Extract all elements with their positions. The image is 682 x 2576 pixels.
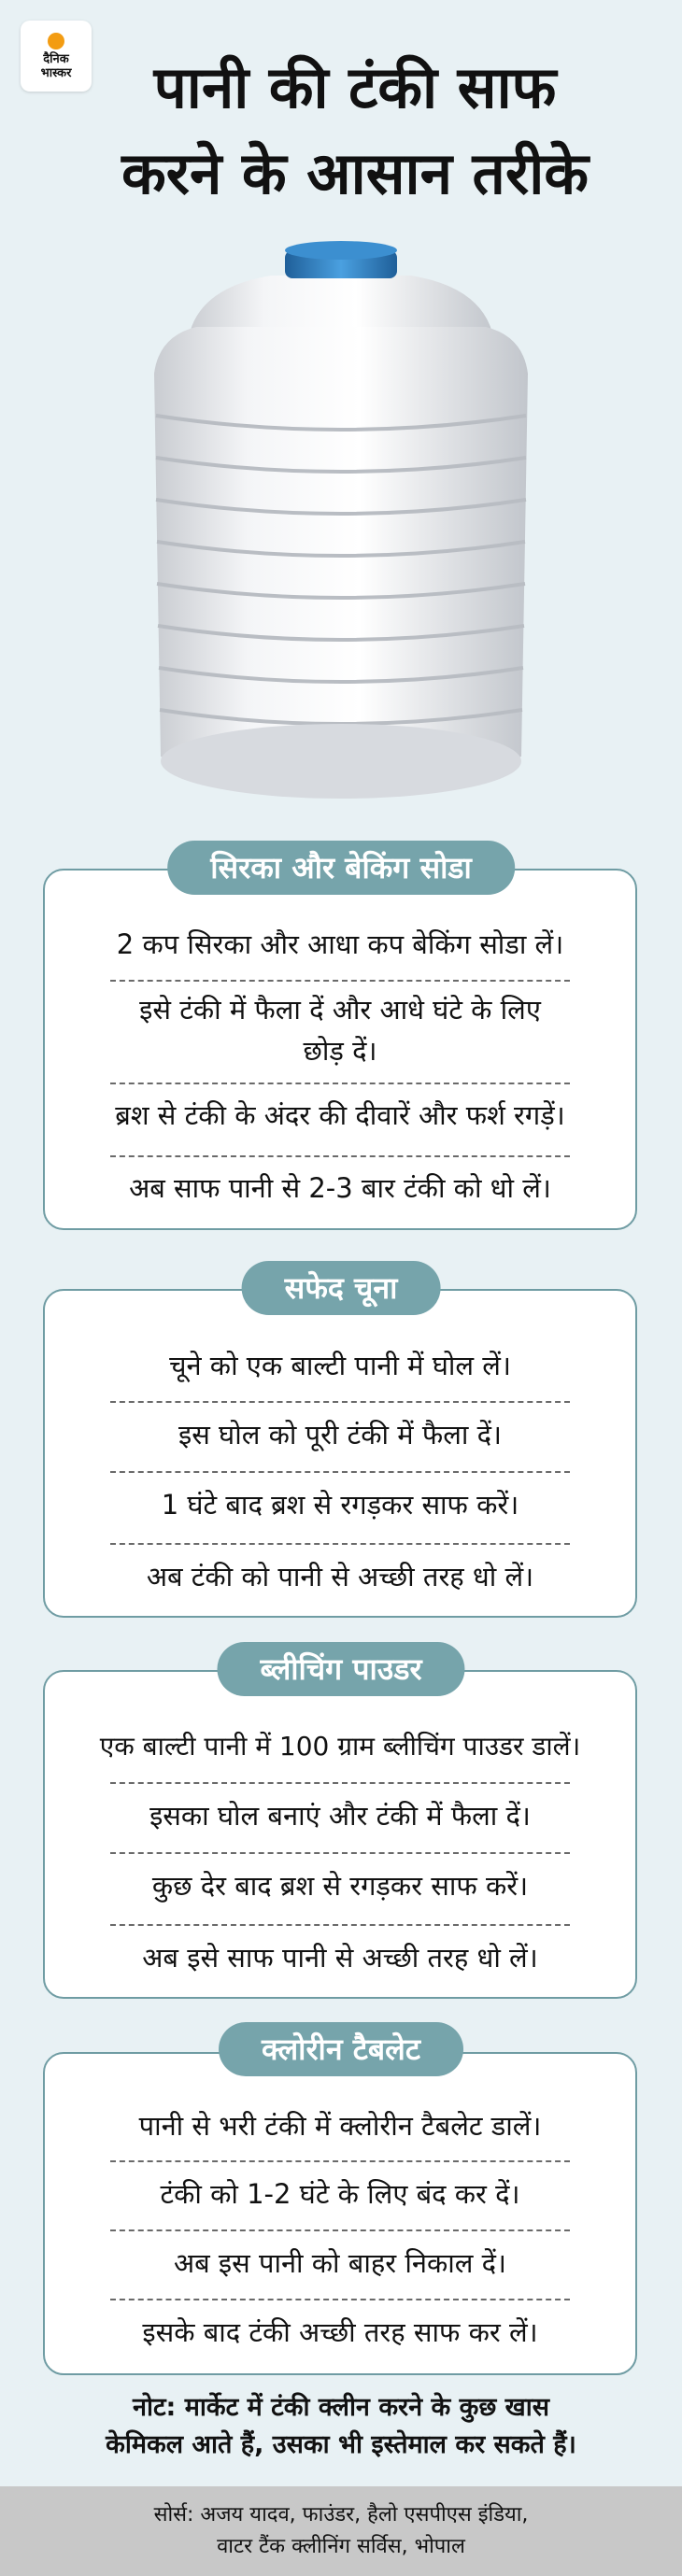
step-text: इसे टंकी में फैला दें और आधे घंटे के लिए xyxy=(139,994,541,1026)
step-text: इस घोल को पूरी टंकी में फैला दें। xyxy=(178,1419,502,1451)
section-card-bleaching xyxy=(43,1670,637,1999)
step-text: ब्रश से टंकी के अंदर की दीवारें और फर्श रगड़ें। xyxy=(115,1099,565,1131)
step-text: पानी से भरी टंकी में क्लोरीन टैबलेट डालें। xyxy=(138,2110,542,2142)
logo-text-line1: दैनिक xyxy=(43,51,69,66)
logo-text-line2: भास्कर xyxy=(40,65,72,80)
source-line2: वाटर टैंक क्लीनिंग सर्विस, भोपाल xyxy=(217,2535,465,2558)
note-line2: केमिकल आते हैं, उसका भी इस्तेमाल कर सकते हैं। xyxy=(106,2430,576,2459)
section-heading: सफेद चूना xyxy=(242,1261,441,1315)
source-line1: सोर्स: अजय यादव, फाउंडर, हैलो एसपीएस इंडिया, xyxy=(153,2503,529,2526)
water-tank-illustration xyxy=(131,234,551,831)
source-footer xyxy=(0,2486,682,2576)
step-text: 2 कप सिरका और आधा कप बेकिंग सोडा लें। xyxy=(116,928,564,960)
section-heading: सिरका और बेकिंग सोडा xyxy=(167,841,515,895)
step-text: छोड़ दें। xyxy=(303,1035,377,1067)
step-divider xyxy=(110,1083,570,1084)
step-divider xyxy=(110,1471,570,1473)
step-divider xyxy=(110,1782,570,1784)
step-text: कुछ देर बाद ब्रश से रगड़कर साफ करें। xyxy=(151,1870,529,1902)
step-text: एक बाल्टी पानी में 100 ग्राम ब्लीचिंग पाउडर डालें। xyxy=(99,1731,581,1762)
step-divider xyxy=(110,2299,570,2300)
note-line1: नोट: मार्केट में टंकी क्लीन करने के कुछ खास xyxy=(132,2393,550,2422)
section-heading: क्लोरीन टैबलेट xyxy=(219,2022,463,2076)
step-divider xyxy=(110,2160,570,2162)
step-divider xyxy=(110,1852,570,1854)
step-text: अब इसे साफ पानी से अच्छी तरह धो लें। xyxy=(142,1942,538,1974)
step-text: चूने को एक बाल्टी पानी में घोल लें। xyxy=(169,1350,511,1381)
step-text: इसका घोल बनाएं और टंकी में फैला दें। xyxy=(149,1800,531,1832)
page-title xyxy=(47,45,663,217)
title-line2: करने के आसान तरीके xyxy=(121,139,589,207)
step-text: टंकी को 1-2 घंटे के लिए बंद कर दें। xyxy=(160,2178,520,2210)
section-card-chlorine xyxy=(43,2052,637,2375)
step-divider xyxy=(110,980,570,982)
section-card-lime xyxy=(43,1289,637,1618)
step-text: इसके बाद टंकी अच्छी तरह साफ कर लें। xyxy=(142,2316,538,2348)
section-card-vinegar-soda xyxy=(43,869,637,1230)
step-divider xyxy=(110,1924,570,1926)
step-divider xyxy=(110,1401,570,1403)
step-divider xyxy=(110,1543,570,1545)
step-text: अब साफ पानी से 2-3 बार टंकी को धो लें। xyxy=(129,1172,551,1204)
title-line1: पानी की टंकी साफ xyxy=(153,53,557,121)
section-heading: ब्लीचिंग पाउडर xyxy=(217,1642,464,1696)
step-text: अब टंकी को पानी से अच्छी तरह धो लें। xyxy=(146,1561,534,1592)
note-text xyxy=(19,2389,663,2464)
step-divider xyxy=(110,1155,570,1157)
step-divider xyxy=(110,2229,570,2231)
step-text: 1 घंटे बाद ब्रश से रगड़कर साफ करें। xyxy=(161,1489,519,1521)
step-text: अब इस पानी को बाहर निकाल दें। xyxy=(173,2247,506,2279)
